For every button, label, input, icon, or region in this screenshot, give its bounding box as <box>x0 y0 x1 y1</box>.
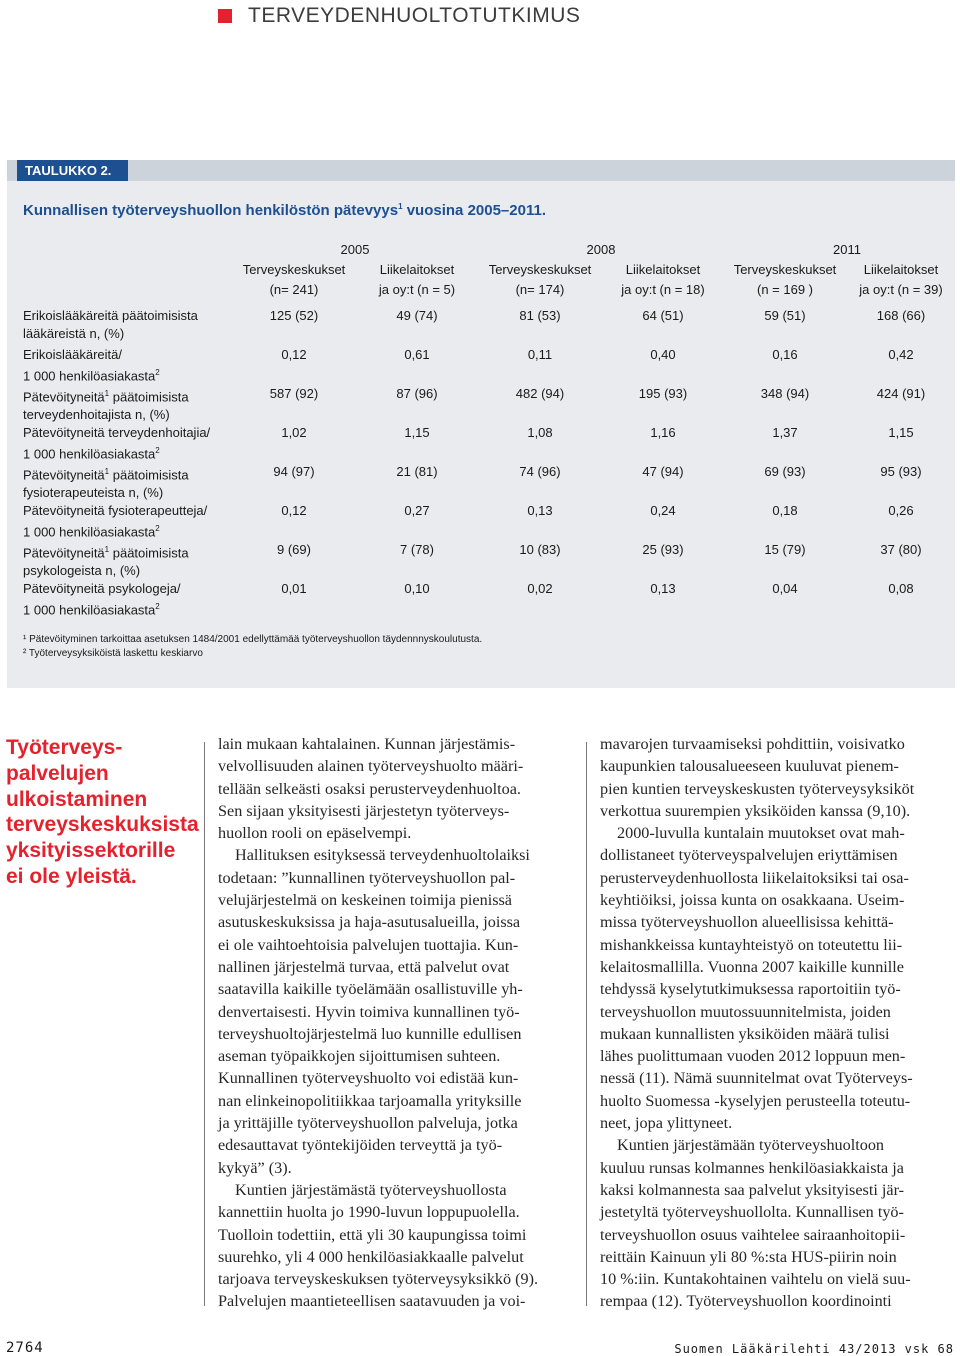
column-header-line: ja oy:t (n = 18) <box>621 282 705 297</box>
table-cell: 64 (51) <box>642 308 684 323</box>
row-label-line <box>23 541 189 562</box>
body-text-line: edesauttavat työntekijöiden terveyttä ja työ- <box>218 1136 503 1155</box>
body-text-line: velvollisuuden alainen työterveyshuolto määri- <box>218 757 524 776</box>
caption-main: Kunnallisen työterveyshuollon henkilöstön pätevyys <box>23 202 399 219</box>
row-label-text: päätoimisista <box>109 467 189 483</box>
body-text-line: jestetyltä työterveyshuollolta. Kunnallisen työ- <box>600 1203 904 1222</box>
table-cell: 81 (53) <box>519 308 561 323</box>
table-cell: 74 (96) <box>519 464 561 479</box>
column-header-line: (n= 241) <box>269 282 319 297</box>
table-cell: 0,40 <box>650 347 676 362</box>
pull-quote-line: palvelujen <box>6 761 109 785</box>
column-header-line: (n = 169 ) <box>756 282 813 297</box>
body-text-line: 2000-luvulla kuntalain muutokset ovat mah- <box>617 824 905 843</box>
table-cell: 0,26 <box>888 503 914 518</box>
table-cell: 9 (69) <box>277 542 311 557</box>
row-label-line <box>23 424 210 442</box>
column-header-line: Terveyskeskukset <box>733 262 837 277</box>
row-label-line <box>23 520 207 541</box>
body-text-line: kaksi kolmannesta saa palvelut yksityisesti jär- <box>600 1180 905 1199</box>
year-header: 2005 <box>340 242 370 257</box>
body-text-line: Kuntien järjestämään työterveyshuoltoon <box>617 1136 885 1155</box>
body-text-line: rempaa (12). Työterveyshuollon koordinointi <box>600 1292 892 1311</box>
table-cell: 348 (94) <box>760 386 810 401</box>
table-cell: 0,42 <box>888 347 914 362</box>
row-label-line <box>23 463 189 484</box>
row-label-line <box>23 346 160 364</box>
column-header-line: ja oy:t (n = 5) <box>378 282 456 297</box>
body-text-line: mishankkeissa kuntayhteistyö on toteutettu lii- <box>600 935 903 954</box>
row-label <box>23 541 189 579</box>
row-label <box>23 424 210 462</box>
table-tag-bar <box>7 160 955 181</box>
pull-quote-line: ulkoistaminen <box>6 787 148 811</box>
body-text-line: ja yrittäjille työterveyshuollon palveluja, jotka <box>218 1114 518 1133</box>
row-label <box>23 307 198 342</box>
body-text-line: mavarojen turvaamiseksi pohdittiin, voisivatko <box>600 735 905 753</box>
section-header <box>218 4 580 28</box>
row-label-line <box>23 580 181 598</box>
table-cell: 7 (78) <box>400 542 434 557</box>
table-cell: 0,13 <box>650 581 676 596</box>
caption-end: vuosina 2005–2011. <box>402 202 546 219</box>
table-cell: 0,12 <box>281 347 307 362</box>
column-header-line: Terveyskeskukset <box>488 262 592 277</box>
table-cell: 1,37 <box>772 425 798 440</box>
row-label-line <box>23 562 189 580</box>
body-text-line: kuuluu runsas kolmannes henkilöasiakkaista ja <box>600 1158 904 1177</box>
body-text-line: mukaan kunnallisten yksiköiden määrä tulisi <box>600 1024 890 1043</box>
body-text-line: saatavilla kaikille työelämään osallistuville yh- <box>218 980 523 999</box>
body-text-line: Palvelujen maantieteellisen saatavuuden ja voi- <box>218 1292 526 1311</box>
body-text-line: nessä (11). Nämä suunnitelmat ovat Työterveys- <box>600 1069 913 1088</box>
table-cell: 25 (93) <box>642 542 684 557</box>
table-cell: 69 (93) <box>764 464 806 479</box>
body-text-line: asutuskeskuksissa ja haja-asutusalueilla, joissa <box>218 913 521 932</box>
footnote-ref: 2 <box>155 445 160 455</box>
row-label-line <box>23 502 207 520</box>
column-header-line: ja oy:t (n = 39) <box>859 282 943 297</box>
body-text-line: denvertaisesti. Hyvin toimiva kunnallinen työ- <box>218 1002 520 1021</box>
footnote-ref: 2 <box>155 523 160 533</box>
row-label-text: Pätevöityneitä <box>23 467 105 483</box>
body-text-line: missa työterveyshuollon alueellisissa kehittä- <box>600 913 894 932</box>
table-cell: 195 (93) <box>638 386 688 401</box>
row-label-line <box>23 484 189 502</box>
pull-quote-line: terveyskeskuksista <box>6 813 199 837</box>
body-text-line: tarjoava terveyskeskuksen työterveysyksikkö (9). <box>218 1270 539 1289</box>
body-text-line: kelaitosmallilla. Vuonna 2007 kaikille kunnille <box>600 957 904 976</box>
table-cell: 125 (52) <box>269 308 319 323</box>
journal-name: Suomen Lääkärilehti 43/2013 vsk 68 <box>674 1342 954 1356</box>
body-column-3 <box>600 733 914 1313</box>
table-cell: 1,16 <box>650 425 676 440</box>
footnote-ref: 2 <box>155 601 160 611</box>
red-square-icon <box>218 9 232 23</box>
row-label-line <box>23 364 160 385</box>
footnote-ref: 1 <box>104 467 110 476</box>
table-cell: 10 (83) <box>519 542 561 557</box>
row-label <box>23 580 181 618</box>
body-text-line: huollon rooli on epäselvempi. <box>218 824 412 843</box>
column-divider <box>586 742 587 1306</box>
row-label <box>23 346 160 384</box>
table-cell: 0,13 <box>527 503 553 518</box>
row-label-text: 1 000 henkilöasiakasta <box>23 445 156 461</box>
table-cell: 0,16 <box>772 347 798 362</box>
row-label <box>23 502 207 540</box>
table-cell: 0,27 <box>404 503 430 518</box>
row-label-text: psykologeista n, (%) <box>23 562 141 578</box>
row-label-line <box>23 307 198 325</box>
body-text-line: perusterveydenhuollosta liikelaitoksiksi tai osa- <box>600 868 909 887</box>
column-header <box>347 260 487 300</box>
body-text-line: kaupunkien talousalueeseen kuuluvat pienem- <box>600 757 899 776</box>
table-cell: 49 (74) <box>396 308 438 323</box>
table-caption <box>23 202 546 219</box>
body-text-line: tellään selkeästi osaksi perusterveydenhuoltoa. <box>218 779 521 798</box>
body-text-line: keyhtiöiksi, joissa kunta on osakkaana. Useim- <box>600 891 905 910</box>
column-header-line: Liikelaitokset <box>625 262 701 277</box>
row-label-text: 1 000 henkilöasiakasta <box>23 367 156 383</box>
table-cell: 424 (91) <box>876 386 926 401</box>
table-cell: 168 (66) <box>876 308 926 323</box>
table-cell: 15 (79) <box>764 542 806 557</box>
body-text-line: Tuolloin todettiin, että yli 30 kaupungissa toimi <box>218 1225 527 1244</box>
body-text-line: pien kuntien terveyskeskusten työterveysyksiköt <box>600 779 915 798</box>
table-cell: 47 (94) <box>642 464 684 479</box>
table-cell: 0,10 <box>404 581 430 596</box>
body-text-line: neet, jopa ylittyneet. <box>600 1114 733 1133</box>
table-cell: 0,11 <box>527 347 553 362</box>
column-divider <box>204 742 205 1306</box>
row-label-text: Erikoislääkäreitä päätoimisista <box>23 308 198 323</box>
body-text-line: lähes puolittumaan vuoden 2012 loppuun men- <box>600 1047 906 1066</box>
table-cell: 482 (94) <box>515 386 565 401</box>
body-text-line: kannettiin huolta jo 1990-luvun loppupuolella. <box>218 1203 520 1222</box>
table-cell: 0,02 <box>527 581 553 596</box>
row-label-line <box>23 598 181 619</box>
row-label-text: 1 000 henkilöasiakasta <box>23 601 156 617</box>
table-cell: 0,18 <box>772 503 798 518</box>
column-header <box>470 260 610 300</box>
body-column-2 <box>218 733 538 1313</box>
table-cell: 0,08 <box>888 581 914 596</box>
row-label-line <box>23 406 189 424</box>
body-text-line: nallinen järjestelmä turvaa, että palvelut ovat <box>218 957 510 976</box>
table-footnote: ² Työterveysyksiköistä laskettu keskiarvo <box>23 648 203 659</box>
table-cell: 94 (97) <box>273 464 315 479</box>
table-cell: 0,24 <box>650 503 676 518</box>
body-text-line: terveyshuoltojärjestelmä luo kunnille edullisen <box>218 1024 522 1043</box>
body-text-line: Kuntien järjestämästä työterveyshuollosta <box>235 1180 507 1199</box>
row-label-text: Pätevöityneitä <box>23 389 105 405</box>
table-footnote: ¹ Pätevöityminen tarkoittaa asetuksen 1484/2001 edellyttämää työterveyshuollon täydennnyskoulutusta. <box>23 634 483 645</box>
column-header <box>224 260 364 300</box>
column-header <box>593 260 733 300</box>
column-header-line: Liikelaitokset <box>863 262 939 277</box>
row-label-text: Pätevöityneitä psykologeja/ <box>23 581 181 596</box>
row-label-text: fysioterapeuteista n, (%) <box>23 484 164 500</box>
body-text-line: suurehko, yli 4 000 henkilöasiakkaalle palvelut <box>218 1247 524 1266</box>
body-text-line: kykyä” (3). <box>218 1158 292 1177</box>
row-label-text: päätoimisista <box>109 389 189 405</box>
row-label-text: 1 000 henkilöasiakasta <box>23 523 156 539</box>
row-label <box>23 385 189 423</box>
table-cell: 0,61 <box>404 347 430 362</box>
body-text-line: aseman työpaikkojen sijoittumisen suhteen. <box>218 1047 501 1066</box>
column-header-line: Terveyskeskukset <box>242 262 346 277</box>
pull-quote <box>6 735 202 890</box>
body-text-line: 10 %:iin. Kuntakohtainen vaihtelu on vielä suu- <box>600 1270 911 1289</box>
row-label-line <box>23 325 198 343</box>
row-label-text: päätoimisista <box>109 545 189 561</box>
table-cell: 0,12 <box>281 503 307 518</box>
body-text-line: reittäin Kainuun yli 80 %:sta HUS-piirin noin <box>600 1247 897 1266</box>
pull-quote-line: yksityissektorille <box>6 839 176 863</box>
row-label-text: Erikoislääkäreitä/ <box>23 347 122 362</box>
table-cell: 59 (51) <box>764 308 806 323</box>
row-label-text: lääkäreistä n, (%) <box>23 325 125 341</box>
body-text-line: tehdyssä kyselytutkimuksessa raportoitiin työ- <box>600 980 901 999</box>
column-header-line: Liikelaitokset <box>379 262 455 277</box>
pull-quote-line: Työterveys- <box>6 736 123 759</box>
caption-sup: 1 <box>398 202 403 211</box>
pull-quote-line: ei ole yleistä. <box>6 864 137 888</box>
table-cell: 87 (96) <box>396 386 438 401</box>
table-cell: 1,15 <box>404 425 430 440</box>
body-text-line: Sen sijaan yksityisesti järjestetyn työterveys- <box>218 801 510 820</box>
column-header <box>831 260 960 300</box>
footnote-ref: 2 <box>155 367 160 377</box>
year-header: 2008 <box>586 242 616 257</box>
body-text-line: nan elinkeinopolitiikkaa tarjoamalla yrityksille <box>218 1091 522 1110</box>
row-label-text: Pätevöityneitä <box>23 545 105 561</box>
body-text-line: Hallituksen esityksessä terveydenhuoltolaiksi <box>235 846 530 865</box>
body-text-line: huolto Suomessa -kyselyjen perusteella toteutu- <box>600 1091 911 1110</box>
row-label <box>23 463 189 501</box>
body-text-line: verkottua suurempien yksiköiden kanssa (9,10). <box>600 801 911 820</box>
body-text-line: ei ole vaihtoehtoisia palvelujen tuottajia. Kun- <box>218 935 519 954</box>
body-text-line: velujärjestelmä on keskeinen toimija pienissä <box>218 891 512 910</box>
row-label-text: Pätevöityneitä fysioterapeutteja/ <box>23 503 208 518</box>
body-text-line: Kunnallinen työterveyshuolto voi edistää kun- <box>218 1069 519 1088</box>
table-cell: 0,04 <box>772 581 798 596</box>
body-text-line: terveyshuollon osuus vaihtelee sairaanhoitopii- <box>600 1225 906 1244</box>
footnote-ref: 1 <box>104 389 110 398</box>
body-text-line: dollistaneet työterveyspalvelujen eriyttämisen <box>600 846 898 865</box>
row-label-line <box>23 385 189 406</box>
section-title: TERVEYDENHUOLTOTUTKIMUS <box>248 4 581 27</box>
table-cell: 1,15 <box>888 425 914 440</box>
table-cell: 1,08 <box>527 425 553 440</box>
table-tag: TAULUKKO 2. <box>17 160 128 181</box>
table-cell: 95 (93) <box>880 464 922 479</box>
body-text-line: lain mukaan kahtalainen. Kunnan järjestämis- <box>218 735 516 753</box>
table-cell: 1,02 <box>281 425 307 440</box>
body-text-line: terveyshuollon muutossuunnitelmista, joiden <box>600 1002 891 1021</box>
row-label-text: terveydenhoitajista n, (%) <box>23 406 170 422</box>
table-cell: 587 (92) <box>269 386 319 401</box>
footnote-ref: 1 <box>104 545 110 554</box>
body-text-line: todetaan: ”kunnallinen työterveyshuollon pal- <box>218 868 516 887</box>
column-header-line: (n= 174) <box>515 282 565 297</box>
table-cell: 0,01 <box>281 581 307 596</box>
row-label-text: Pätevöityneitä terveydenhoitajia/ <box>23 425 211 440</box>
row-label-line <box>23 442 210 463</box>
table-cell: 21 (81) <box>396 464 438 479</box>
table-cell: 37 (80) <box>880 542 922 557</box>
year-header: 2011 <box>833 242 861 257</box>
page-number: 2764 <box>6 1340 44 1356</box>
table-box <box>7 160 955 688</box>
